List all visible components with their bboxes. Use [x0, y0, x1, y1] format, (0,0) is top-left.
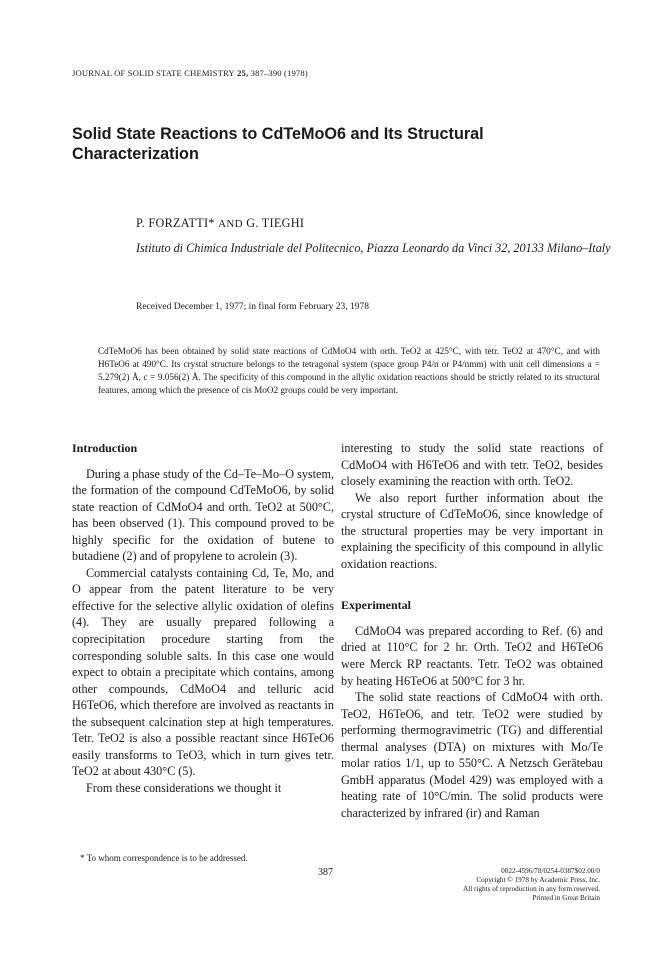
footnote: * To whom correspondence is to be addressed.: [80, 853, 248, 863]
received-date: Received December 1, 1977; in final form February 23, 1978: [136, 302, 369, 312]
introduction-heading: Introduction: [72, 441, 138, 455]
journal-name: JOURNAL OF SOLID STATE CHEMISTRY: [72, 68, 235, 78]
copyright-line-1: 0022-4596/78/0254-0387$02.00/0: [501, 867, 600, 875]
experimental-paragraph-2: The solid state reactions of CdMoO4 with orth. TeO2, H6TeO6, and tetr. TeO2 were studied by performing thermogravimetric (TG) and differential thermal analyses (DTA) on mixtures with Mo/Te molar ratios 1/1, up to 550°C. A Netzsch Gerätebau GmbH apparatus (Model 429) was employed with a heating rate of 10°C/min. The solid products were characterized by infrared (ir) and Raman: [341, 690, 603, 820]
author-first: P. FORZATTI*: [136, 216, 215, 230]
copyright-line-4: Printed in Great Britain: [532, 894, 600, 902]
experimental-heading: Experimental: [341, 598, 411, 613]
page-number: 387: [318, 867, 333, 878]
journal-volume: 25,: [237, 68, 249, 78]
affiliation: Istituto di Chimica Industriale del Politecnico, Piazza Leonardo da Vinci 32, 20133 Milano–Italy: [136, 241, 611, 255]
intro-paragraph-1: During a phase study of the Cd–Te–Mo–O system, the formation of the compound CdTeMoO6, by solid state reaction of CdMoO4 and orth. TeO2 at 500°C, has been observed (1). This compound proved to be highly specific for the oxidation of butene to butadiene (2) and of propylene to acrolein (3).: [72, 466, 334, 564]
intro-paragraph-2: Commercial catalysts containing Cd, Te, Mo, and O appear from the patent literature to be very effective for the selective allylic oxidation of olefins (4). They are usually prepared following a coprecipitation procedure starting from the corresponding soluble salts. In this case one would expect to obtain a precipitate which contains, among other compounds, CdMoO4 and telluric acid H6TeO6, which therefore are involved as reactants in the subsequent calcination step at high temperatures. Tetr. TeO2 is also a possible reactant since H6TeO6 easily transforms to TeO3, which in turn gives tetr. TeO2 at about 430°C (5).: [72, 565, 334, 779]
author-second: G. TIEGHI: [246, 216, 305, 230]
left-column: [72, 440, 334, 796]
author-conjunction: AND: [218, 218, 243, 230]
experimental-paragraph-1: CdMoO4 was prepared according to Ref. (6) and dried at 110°C for 2 hr. Orth. TeO2 and H6TeO6 were Merck RP reactants. Tetr. TeO2 was obtained by heating H6TeO6 at 500°C for 3 hr.: [341, 623, 603, 688]
intro-paragraph-3: From these considerations we thought it: [86, 780, 282, 795]
journal-pages: 387–390 (1978): [250, 68, 308, 78]
abstract: CdTeMoO6 has been obtained by solid state reactions of CdMoO4 with orth. TeO2 at 425°C, with tetr. TeO2 at 470°C, and with H6TeO6 at 490°C. Its crystal structure belongs to the tetragonal system (space group P4/n or P4/nmm) with unit cell dimensions a = 5.279(2) Å, c = 9.056(2) Å. The specificity of this compound in the allylic oxidation reactions should be strictly related to its structural features, among which the presence of cis MoO2 groups could be very important.: [98, 346, 600, 395]
right-paragraph-1: interesting to study the solid state reactions of CdMoO4 with H6TeO6 and with tetr. TeO2, besides closely examining the reaction with orth. TeO2.: [341, 441, 603, 489]
article-title: Solid State Reactions to CdTeMoO6 and Its Structural Characterization: [72, 125, 484, 163]
copyright-line-3: All rights of reproduction in any form reserved.: [463, 885, 600, 893]
right-column: [341, 440, 603, 821]
copyright-block: [410, 867, 600, 903]
journal-citation: [72, 68, 308, 78]
copyright-line-2: Copyright © 1978 by Academic Press, Inc.: [476, 876, 600, 884]
right-paragraph-2: We also report further information about the crystal structure of CdTeMoO6, since knowledge of the structural properties may be very important in explaining the specificity of this compound in allylic oxidation reactions.: [341, 490, 603, 571]
author-line: [136, 216, 304, 231]
